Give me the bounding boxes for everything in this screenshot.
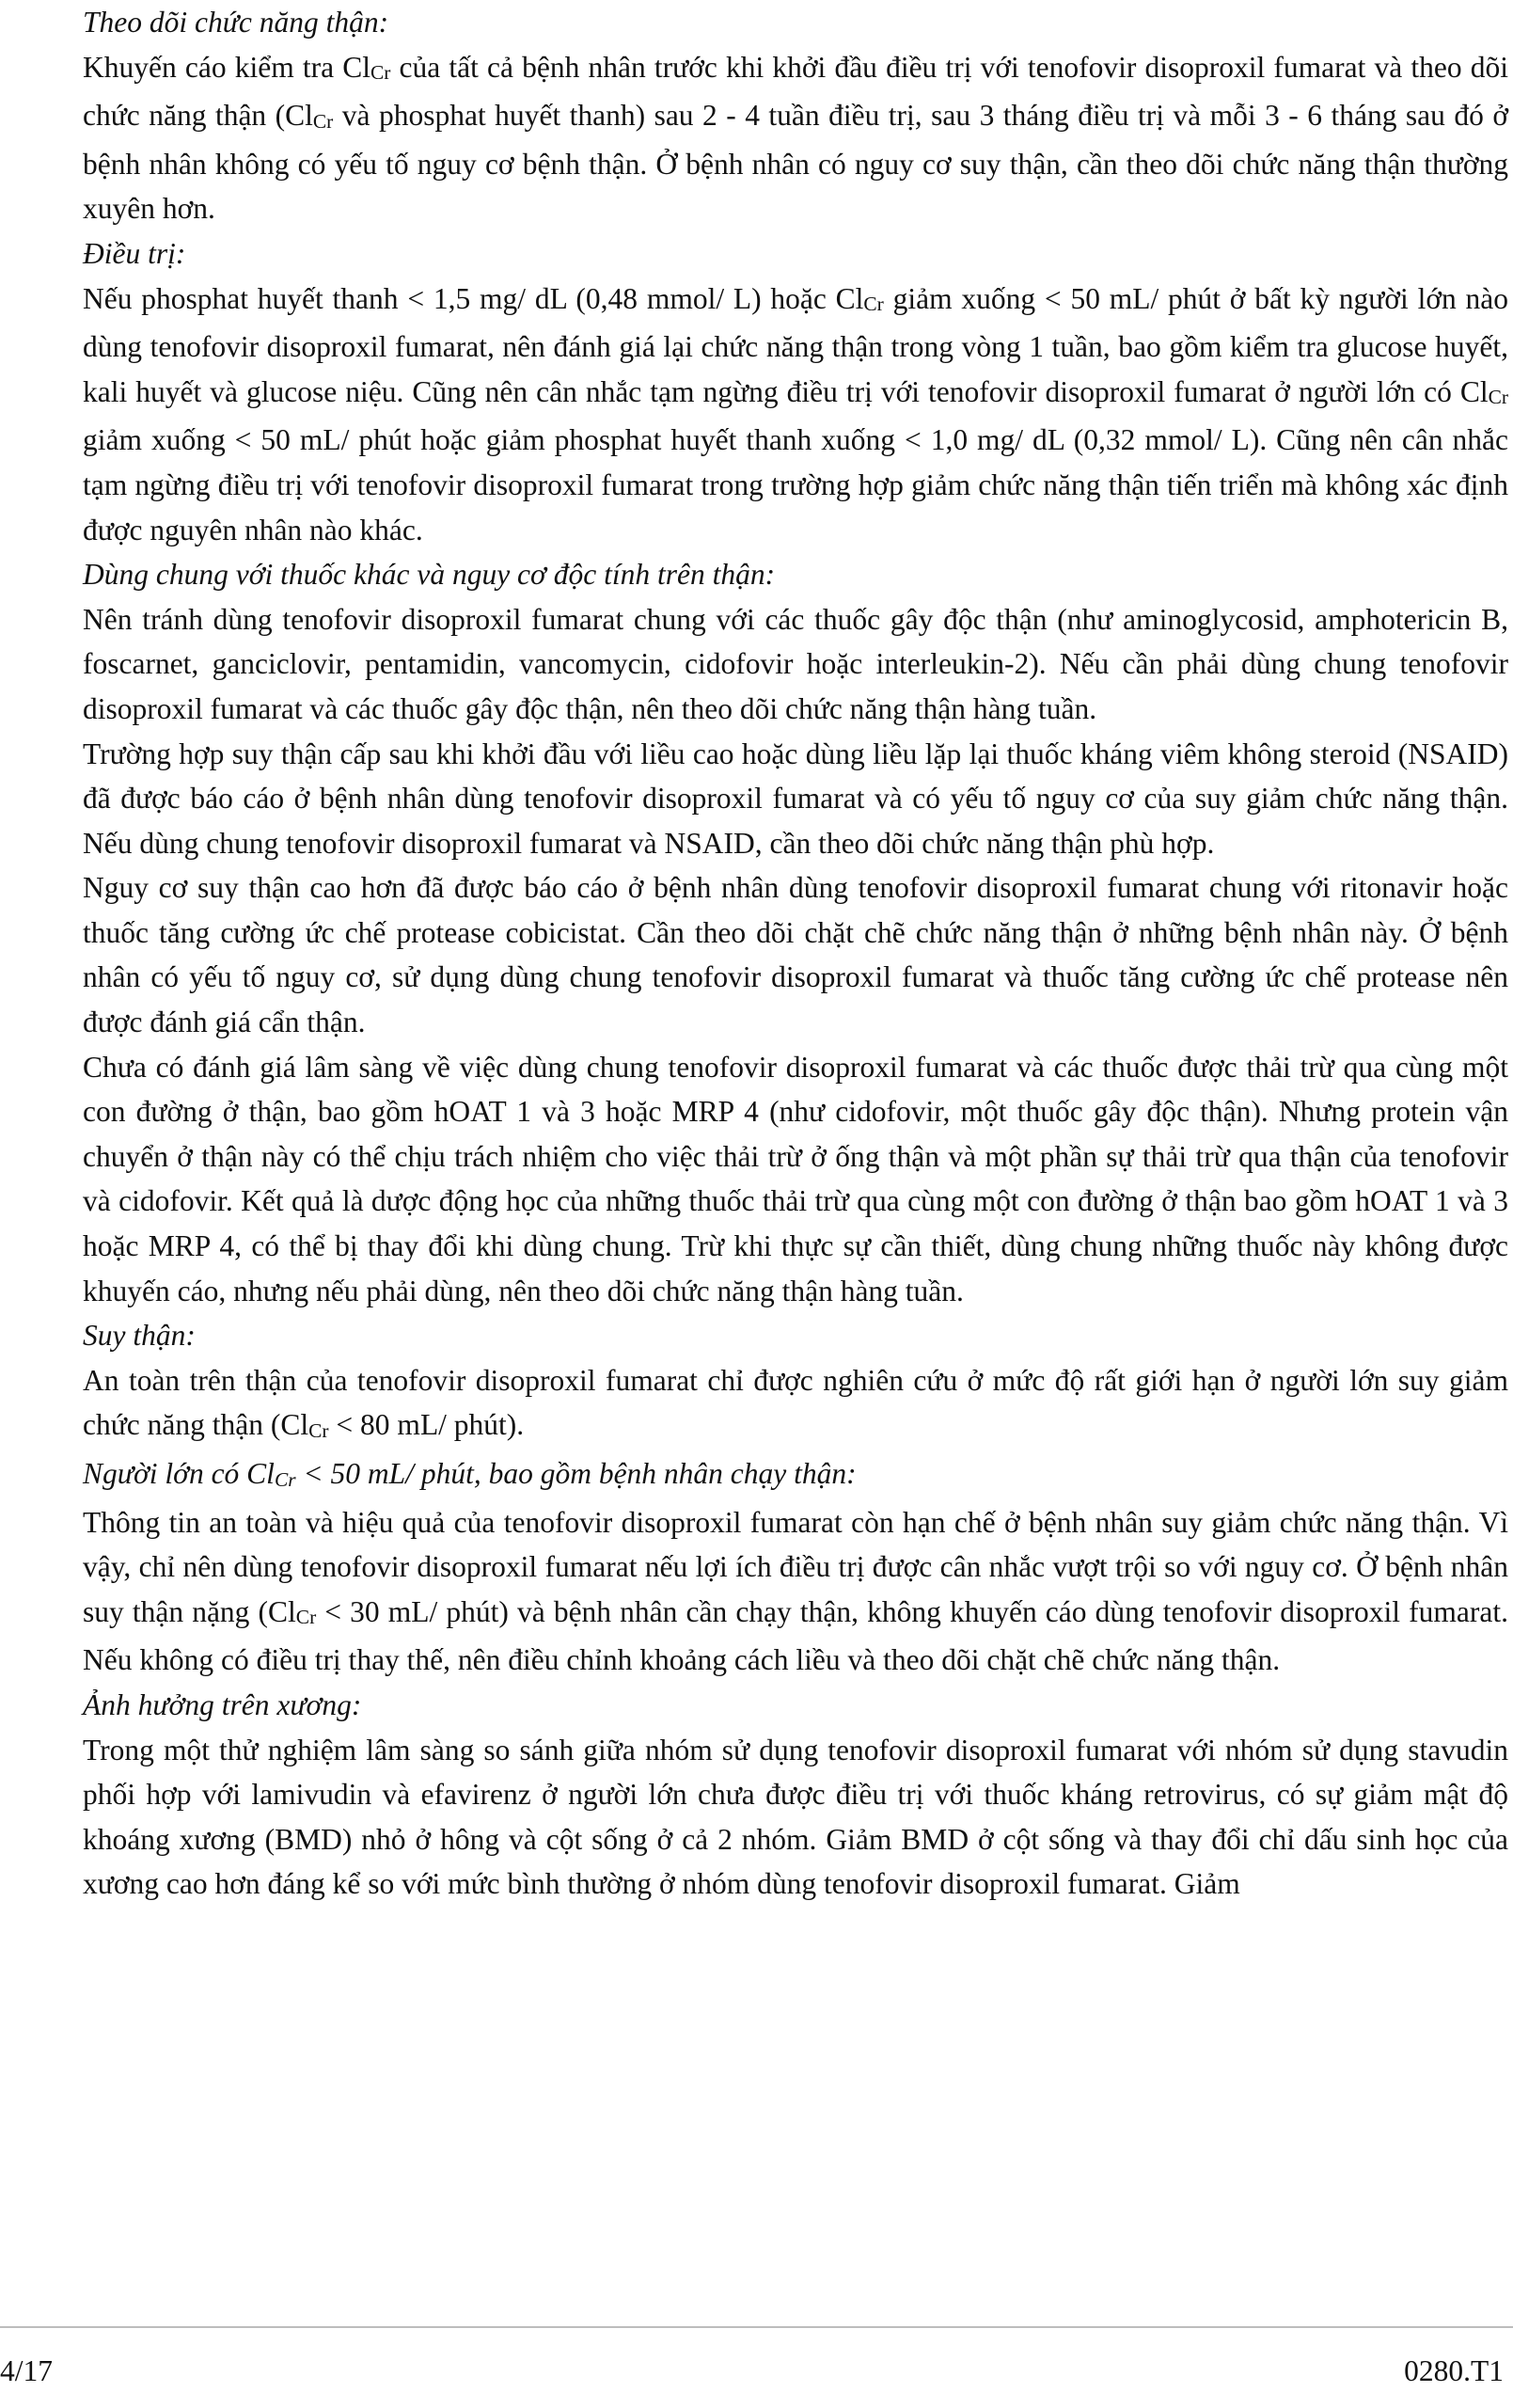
text-run: và phosphat huyết thanh) sau 2 - 4 tuần điều trị, sau 3 tháng điều trị và mỗi 3 - 6 tháng sau đó ở bệnh nhân không có yếu tố nguy cơ bệnh thận. Ở bệnh nhân có nguy cơ suy thận, cần theo dõi chức năng thận thường xuyên hơn. <box>83 99 1508 226</box>
subscript: Cr <box>295 1606 317 1629</box>
paragraph <box>83 1045 1508 1314</box>
text-run: Khuyến cáo kiểm tra Cl <box>83 50 370 84</box>
footer-divider <box>0 2326 1513 2328</box>
paragraph <box>83 732 1508 866</box>
page-footer <box>0 2354 1513 2392</box>
section-heading: Dùng chung với thuốc khác và nguy cơ độc tính trên thận: <box>83 558 776 592</box>
section-heading: Suy thận: <box>83 1319 196 1353</box>
paragraph <box>83 1500 1508 1683</box>
text-run: Nên tránh dùng tenofovir disoproxil fumarat chung với các thuốc gây độc thận (như aminoglycosid, amphotericin B, foscarnet, ganciclovir, pentamidin, vancomycin, cidofovir hoặc interleukin-2). Nếu cần phải dùng chung tenofovir disoproxil fumarat và các thuốc gây độc thận, nên theo dõi chức năng thận hàng tuần. <box>83 602 1508 725</box>
document-body <box>83 0 1508 1907</box>
section-heading <box>83 1451 1508 1500</box>
section-heading: Điều trị: <box>83 236 186 270</box>
document-code: 0280.T1 <box>1404 2354 1504 2387</box>
text-run: Thông tin an toàn và hiệu quả của tenofovir disoproxil fumarat còn hạn chế ở bệnh nhân suy giảm chức năng thận. Vì vậy, chỉ nên dùng tenofovir disoproxil fumarat nếu lợi ích điều trị được cân nhắc vượt trội so với nguy cơ. Ở bệnh nhân suy thận nặng (Cl <box>83 1505 1508 1628</box>
paragraph <box>83 1358 1508 1451</box>
paragraph <box>83 277 1508 553</box>
text-run: Chưa có đánh giá lâm sàng về việc dùng chung tenofovir disoproxil fumarat và các thuốc được thải trừ qua cùng một con đường ở thận, bao gồm hOAT 1 và 3 hoặc MRP 4 (như cidofovir, một thuốc gây độc thận). Nhưng protein vận chuyển ở thận này có thể chịu trách nhiệm cho việc thải trừ ở ống thận và một phần sự thải trừ qua thận của tenofovir và cidofovir. Kết quả là dược động học của những thuốc thải trừ qua cùng một con đường ở thận bao gồm hOAT 1 và 3 hoặc MRP 4, có thể bị thay đổi khi dùng chung. Trừ khi thực sự cần thiết, dùng chung những thuốc này không được khuyến cáo, nhưng nếu phải dùng, nên theo dõi chức năng thận hàng tuần. <box>83 1050 1508 1307</box>
text-run: Người lớn có Cl <box>83 1457 275 1490</box>
text-run: giảm xuống < 50 mL/ phút ở bất kỳ người lớn nào dùng tenofovir disoproxil fumarat, nên đánh giá lại chức năng thận trong vòng 1 tuần, bao gồm kiểm tra glucose huyết, kali huyết và glucose niệu. Cũng nên cân nhắc tạm ngừng điều trị với tenofovir disoproxil fumarat ở người lớn có Cl <box>83 281 1508 408</box>
text-run: của tất cả bệnh nhân trước khi khởi đầu điều trị với tenofovir disoproxil fumarat và theo dõi chức năng thận (Cl <box>83 50 1508 133</box>
paragraph <box>83 597 1508 732</box>
text-run: < 50 mL/ phút, bao gồm bệnh nhân chạy thận: <box>295 1457 857 1490</box>
paragraph <box>83 45 1508 231</box>
page-number: 4/17 <box>0 2354 54 2387</box>
text-run: Nguy cơ suy thận cao hơn đã được báo cáo ở bệnh nhân dùng tenofovir disoproxil fumarat chung với ritonavir hoặc thuốc tăng cường ức chế protease cobicistat. Cần theo dõi chặt chẽ chức năng thận ở những bệnh nhân này. Ở bệnh nhân có yếu tố nguy cơ, sử dụng dùng chung tenofovir disoproxil fumarat và thuốc tăng cường ức chế protease nên được đánh giá cẩn thận. <box>83 871 1508 1039</box>
subscript: Cr <box>308 1418 329 1442</box>
text-run: < 30 mL/ phút) và bệnh nhân cần chạy thận, không khuyến cáo dùng tenofovir disoproxil fumarat. Nếu không có điều trị thay thế, nên điều chỉnh khoảng cách liều và theo dõi chặt chẽ chức năng thận. <box>83 1594 1508 1677</box>
section-heading: Theo dõi chức năng thận: <box>83 6 389 39</box>
text-run: < 80 mL/ phút). <box>328 1408 525 1442</box>
paragraph <box>83 865 1508 1044</box>
subscript: Cr <box>1488 386 1508 409</box>
subscript: Cr <box>370 61 391 85</box>
section-heading: Ảnh hưởng trên xương: <box>83 1687 362 1721</box>
text-run: Nếu phosphat huyết thanh < 1,5 mg/ dL (0,48 mmol/ L) hoặc Cl <box>83 281 864 315</box>
text-run: Trong một thử nghiệm lâm sàng so sánh giữa nhóm sử dụng tenofovir disoproxil fumarat với nhóm sử dụng stavudin phối hợp với lamivudin và efavirenz ở người lớn chưa được điều trị với thuốc kháng retrovirus, có sự giảm mật độ khoáng xương (BMD) nhỏ ở hông và cột sống ở cả 2 nhóm. Giảm BMD ở cột sống và thay đổi chỉ dấu sinh học của xương cao hơn đáng kể so với mức bình thường ở nhóm dùng tenofovir disoproxil fumarat. Giảm <box>83 1733 1508 1901</box>
text-run: An toàn trên thận của tenofovir disoproxil fumarat chỉ được nghiên cứu ở mức độ rất giới hạn ở người lớn suy giảm chức năng thận (Cl <box>83 1363 1508 1442</box>
subscript: Cr <box>312 109 334 133</box>
paragraph <box>83 1728 1508 1907</box>
text-run: giảm xuống < 50 mL/ phút hoặc giảm phosphat huyết thanh xuống < 1,0 mg/ dL (0,32 mmol/ L). Cũng nên cân nhắc tạm ngừng điều trị với tenofovir disoproxil fumarat trong trường hợp giảm chức năng thận tiến triển mà không xác định được nguyên nhân nào khác. <box>83 423 1508 547</box>
subscript: Cr <box>863 293 884 316</box>
text-run: Trường hợp suy thận cấp sau khi khởi đầu với liều cao hoặc dùng liều lặp lại thuốc kháng viêm không steroid (NSAID) đã được báo cáo ở bệnh nhân dùng tenofovir disoproxil fumarat và có yếu tố nguy cơ của suy giảm chức năng thận. Nếu dùng chung tenofovir disoproxil fumarat và NSAID, cần theo dõi chức năng thận phù hợp. <box>83 737 1508 860</box>
subscript: Cr <box>274 1467 296 1491</box>
